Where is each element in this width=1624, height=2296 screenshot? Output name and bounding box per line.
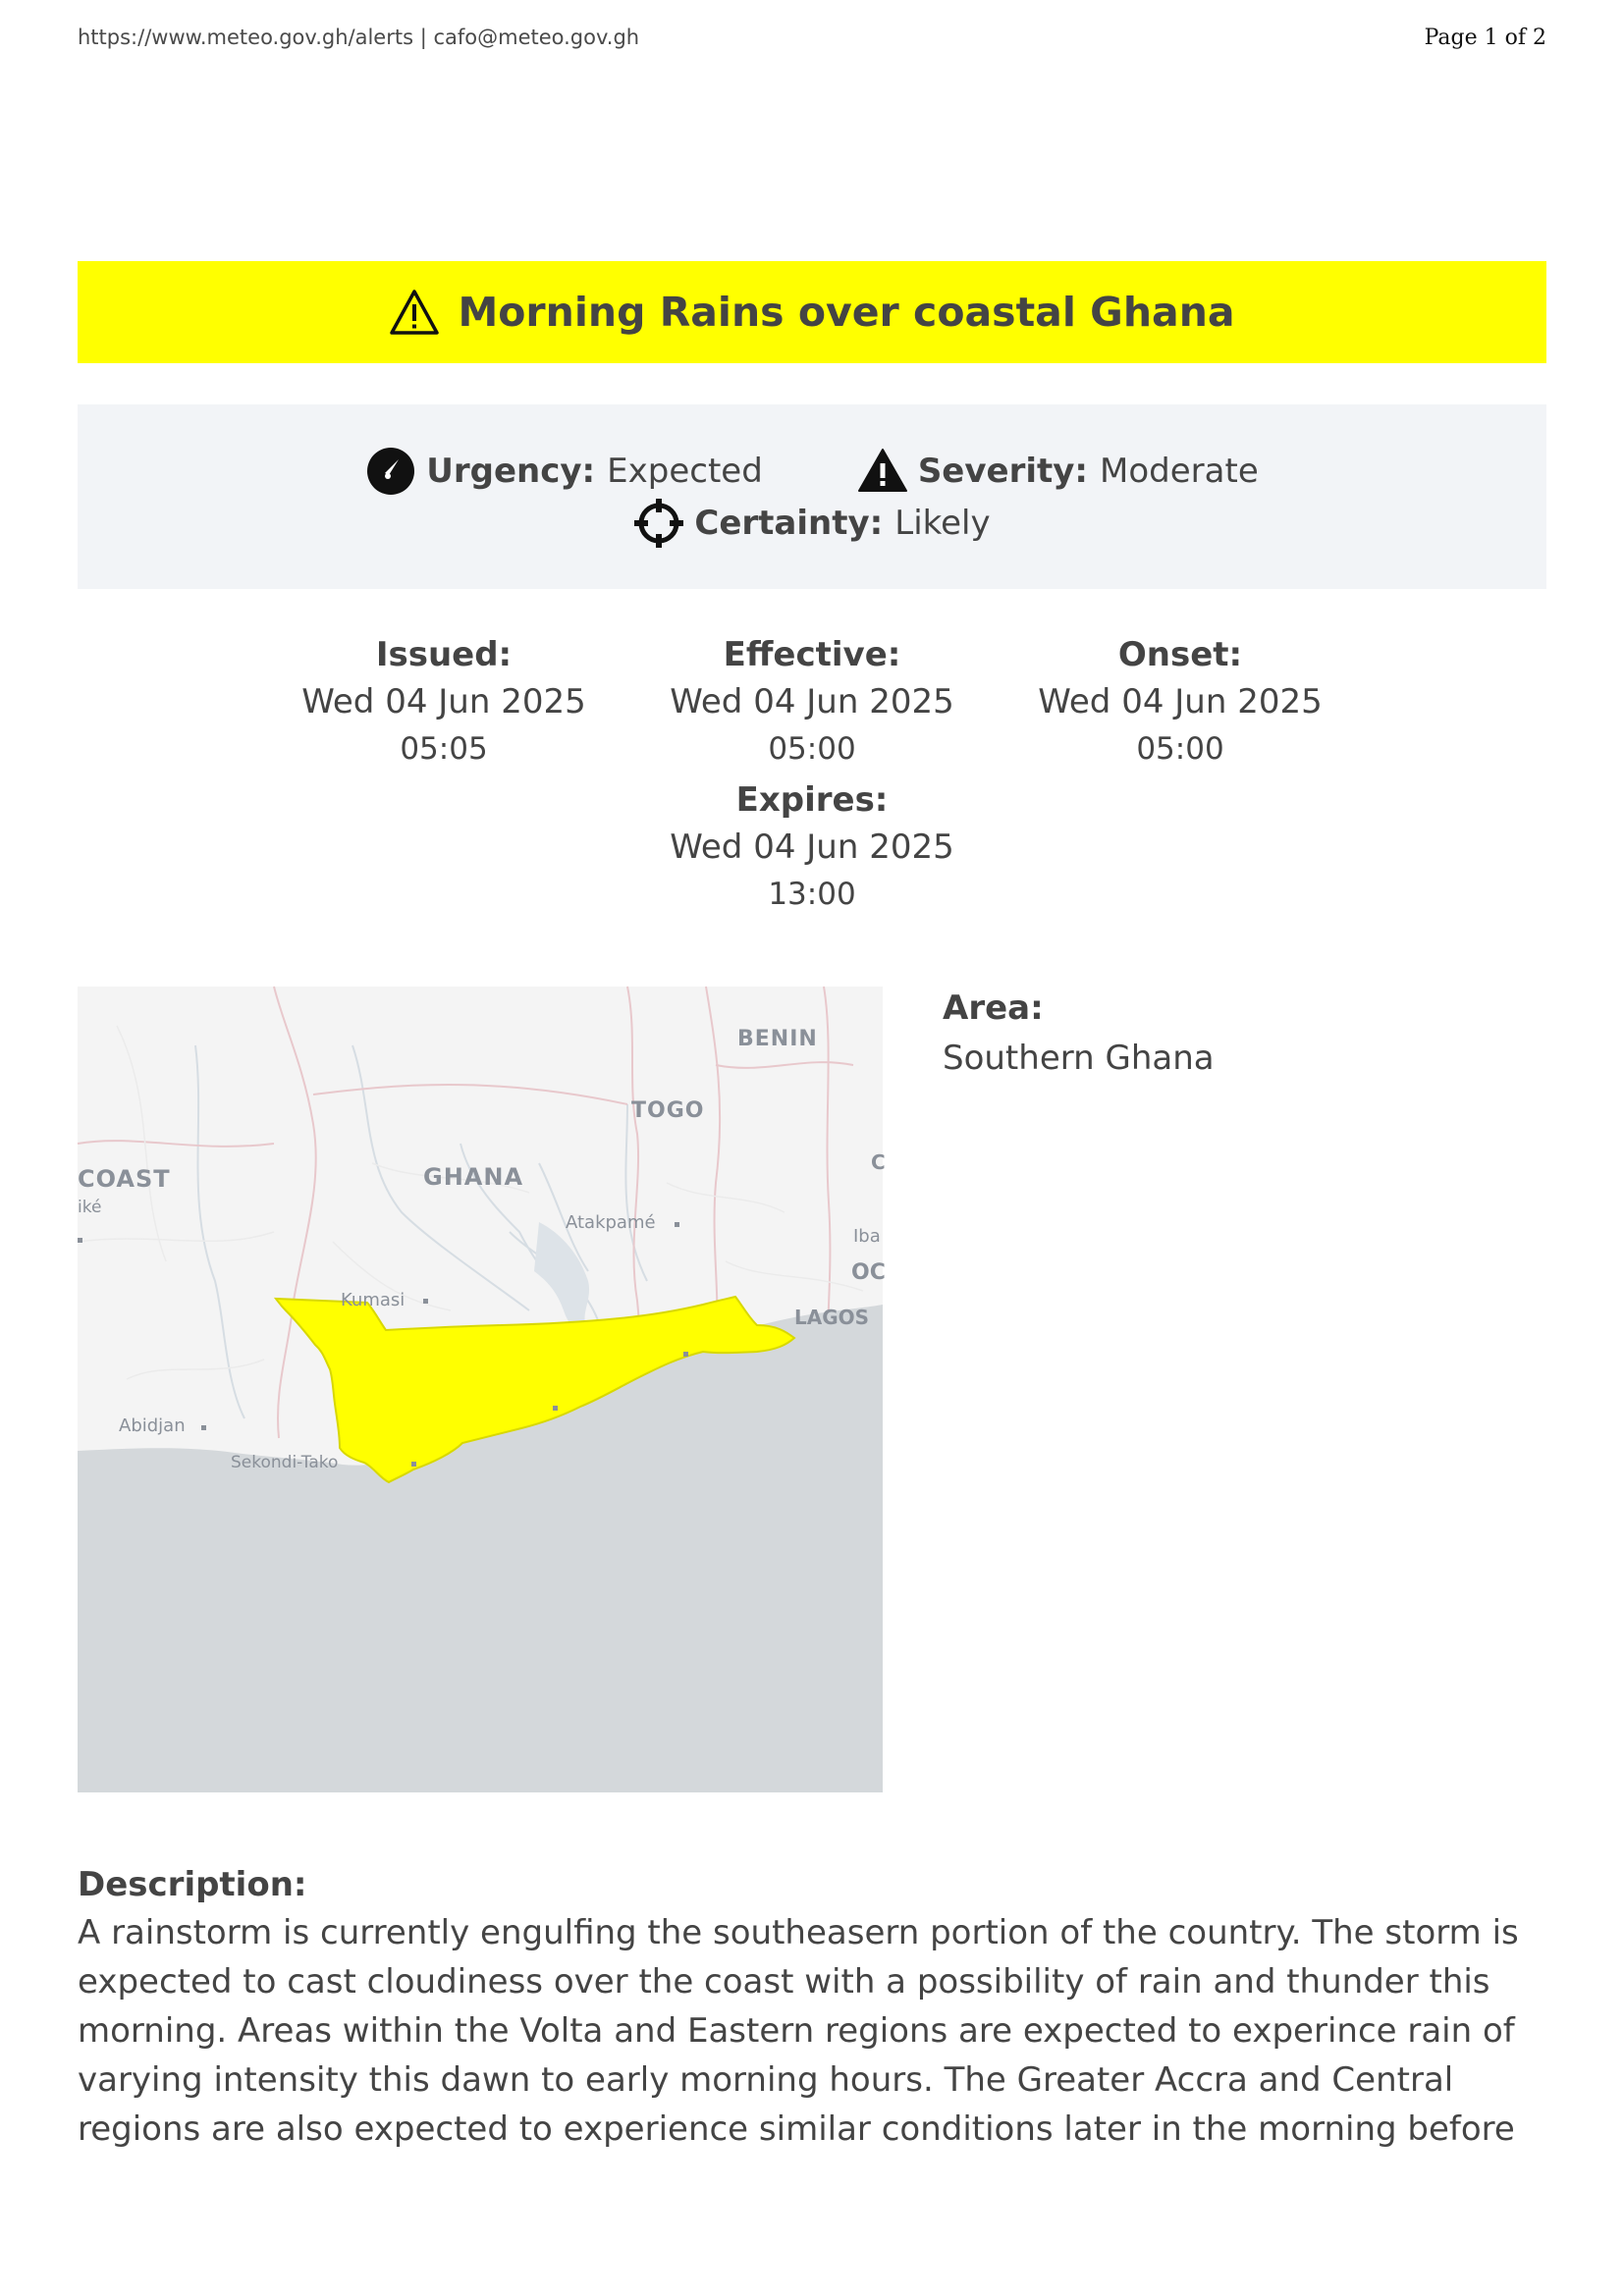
expires-day: Wed 04 Jun 2025 (670, 828, 954, 867)
effective-label: Effective: (723, 635, 901, 674)
onset-day: Wed 04 Jun 2025 (1038, 682, 1323, 721)
description-line: regions are also expected to experience similar conditions later in the morning before (78, 2109, 1515, 2149)
map-label-lagos: LAGOS (794, 1306, 870, 1329)
severity-value: Moderate (1100, 452, 1259, 491)
severity (857, 446, 1259, 497)
city-dot-edge (78, 1238, 82, 1243)
map-label-iba: Iba (853, 1226, 881, 1247)
map-canvas[interactable] (78, 987, 886, 1792)
description-block (78, 1861, 1550, 2154)
onset-time: 05:00 (1136, 731, 1224, 767)
effective-block (635, 632, 989, 772)
map-label-ghana: GHANA (423, 1163, 524, 1191)
effective-day: Wed 04 Jun 2025 (670, 682, 954, 721)
page-number: Page 1 of 2 (1424, 26, 1546, 50)
area-label: Area: (943, 988, 1044, 1028)
urgency-label: Urgency: (426, 452, 596, 491)
city-dot-accra (553, 1406, 558, 1411)
warning-icon (389, 289, 440, 336)
alert-title: Morning Rains over coastal Ghana (458, 289, 1235, 336)
city-dot-kumasi (423, 1299, 428, 1304)
alert-title-banner (78, 261, 1546, 363)
city-dot-sekondi (411, 1462, 416, 1467)
certainty-label: Certainty: (694, 504, 884, 543)
city-dot-atakpame (675, 1222, 679, 1227)
map-label-oc: OC (851, 1260, 886, 1285)
alert-area-map[interactable] (78, 987, 886, 1792)
issued-time: 05:05 (400, 731, 488, 767)
issued-block (267, 632, 621, 772)
area-block (943, 986, 1215, 1086)
alert-info-box (78, 404, 1546, 589)
gauge-icon (365, 446, 416, 497)
expires-label: Expires: (735, 780, 889, 820)
map-label-coast: COAST (78, 1165, 171, 1193)
warning-filled-icon (857, 446, 908, 497)
onset-block (1003, 632, 1357, 772)
issued-label: Issued: (375, 635, 513, 674)
expires-block (635, 777, 989, 917)
effective-time: 05:00 (768, 731, 856, 767)
map-label-abidjan: Abidjan (119, 1415, 186, 1436)
description-label: Description: (78, 1865, 307, 1904)
map-label-atakpame: Atakpamé (566, 1212, 656, 1233)
description-line: varying intensity this dawn to early morning hours. The Greater Accra and Central (78, 2060, 1454, 2100)
description-line: expected to cast cloudiness over the coast with a possibility of rain and thunder this (78, 1962, 1490, 2002)
issued-day: Wed 04 Jun 2025 (301, 682, 586, 721)
expires-time: 13:00 (768, 877, 856, 912)
map-label-sekondi: Sekondi-Tako (231, 1453, 339, 1472)
map-label-edge-c: C (871, 1150, 886, 1174)
map-label-kumasi: Kumasi (341, 1290, 406, 1310)
severity-label: Severity: (917, 452, 1089, 491)
onset-label: Onset: (1117, 635, 1243, 674)
header-url-contact: https://www.meteo.gov.gh/alerts | cafo@meteo.gov.gh (78, 26, 640, 49)
map-label-togo: TOGO (631, 1098, 705, 1123)
crosshair-icon (633, 498, 684, 549)
urgency-value: Expected (607, 452, 763, 491)
description-line: A rainstorm is currently engulfing the southeasern portion of the country. The storm is (78, 1913, 1519, 1952)
area-value: Southern Ghana (943, 1039, 1215, 1078)
map-label-benin: BENIN (737, 1027, 818, 1051)
map-label-coast-city: iké (78, 1198, 102, 1217)
page-header (78, 26, 1546, 55)
urgency (365, 446, 763, 497)
certainty (633, 498, 990, 549)
city-dot-abidjan (201, 1425, 206, 1430)
city-dot-lome (683, 1352, 688, 1357)
certainty-value: Likely (894, 504, 991, 543)
description-line: morning. Areas within the Volta and Eastern regions are expected to experince rain of (78, 2011, 1515, 2051)
